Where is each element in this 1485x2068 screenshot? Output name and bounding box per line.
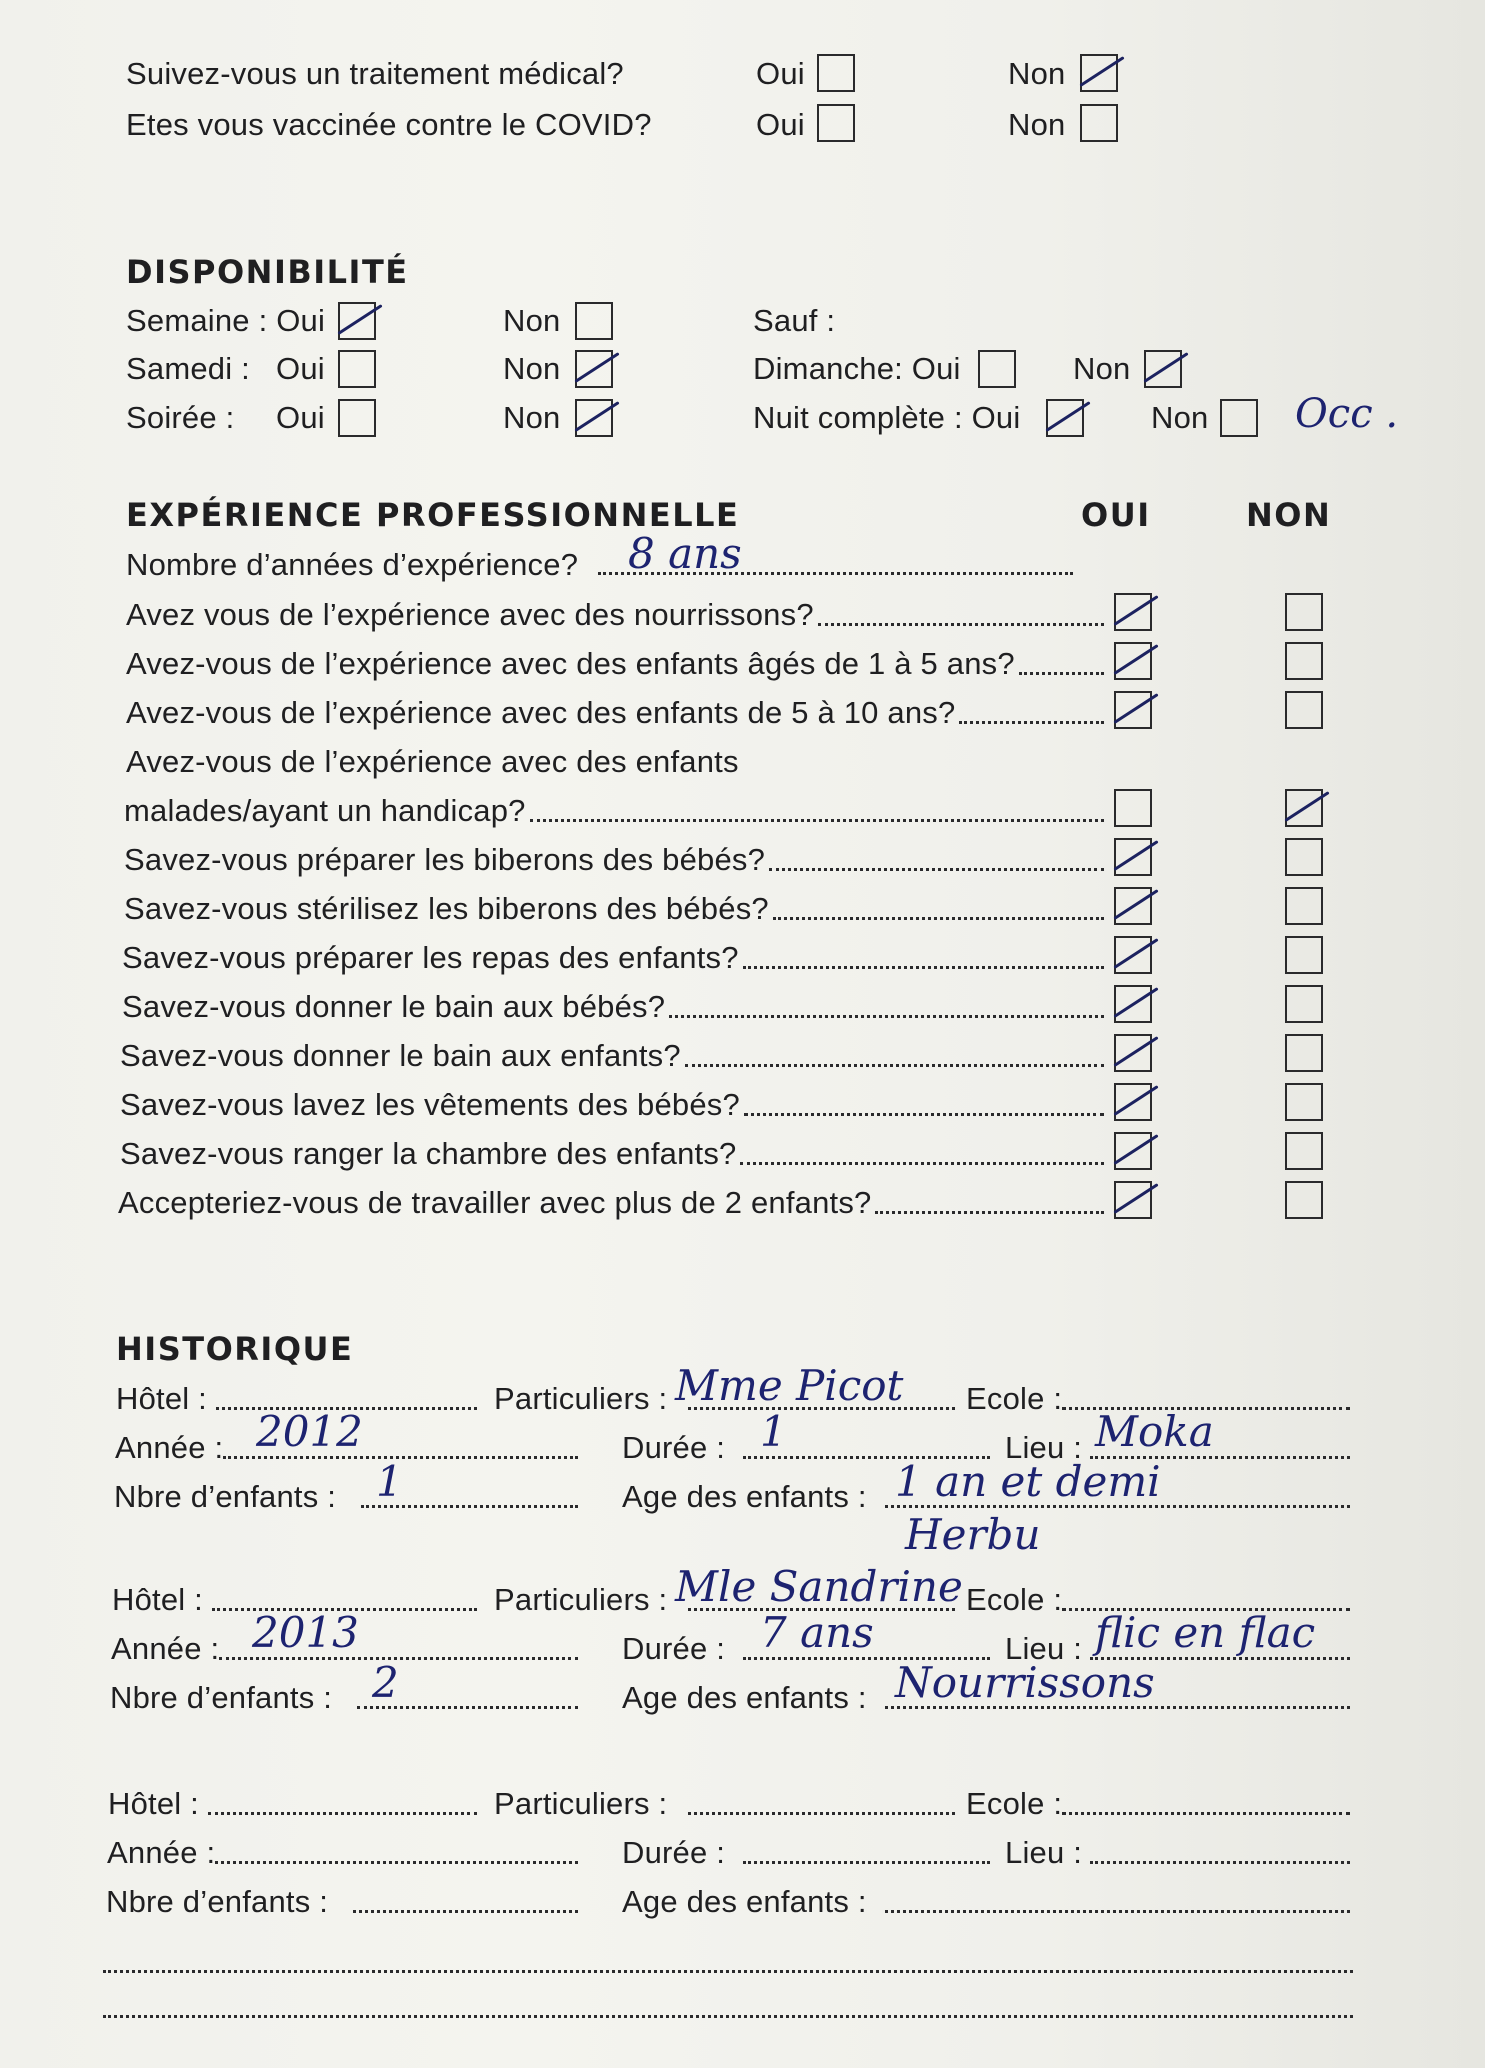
experience-non-checkbox[interactable] (1285, 1083, 1323, 1121)
historique-particuliers-field[interactable] (688, 1812, 955, 1815)
historique-particuliers-value: Mme Picot (675, 1361, 904, 1410)
experience-oui-checkbox[interactable] (1114, 1181, 1152, 1219)
dimanche-non-checkbox[interactable] (1144, 350, 1182, 388)
historique-nbre-label: Nbre d’enfants : (106, 1884, 329, 1919)
notes-line (103, 1970, 1353, 1973)
samedi-oui-checkbox[interactable] (338, 350, 376, 388)
nuit-oui-checkbox[interactable] (1046, 399, 1084, 437)
semaine-oui-checkbox[interactable] (338, 302, 376, 340)
experience-non-checkbox[interactable] (1285, 838, 1323, 876)
experience-question-label: Avez-vous de l’expérience avec des enfants âgés de 1 à 5 ans? (126, 646, 1015, 681)
section-title-historique: HISTORIQUE (116, 1330, 354, 1368)
covid-non-checkbox[interactable] (1080, 104, 1118, 142)
historique-lieu-value: flic en flac (1095, 1608, 1316, 1657)
experience-non-checkbox[interactable] (1285, 985, 1323, 1023)
historique-lieu-label: Lieu : (1005, 1835, 1083, 1870)
experience-oui-checkbox[interactable] (1114, 985, 1152, 1023)
samedi-label: Samedi : (126, 351, 250, 386)
historique-particuliers-label: Particuliers : (494, 1786, 668, 1821)
historique-age-value: Nourrissons (895, 1658, 1155, 1707)
historique-duree-value: 7 ans (760, 1608, 874, 1657)
soiree-oui-checkbox[interactable] (338, 399, 376, 437)
medical-question-treatment: Suivez-vous un traitement médical? (126, 56, 624, 91)
historique-annee-field[interactable] (215, 1861, 578, 1864)
dotted-leader (1019, 672, 1104, 675)
experience-oui-checkbox[interactable] (1114, 1083, 1152, 1121)
experience-oui-checkbox[interactable] (1114, 593, 1152, 631)
experience-question-label: Savez-vous stérilisez les biberons des bébés? (124, 891, 769, 926)
dotted-leader (875, 1211, 1104, 1214)
historique-age-field[interactable] (885, 1910, 1350, 1913)
historique-hotel-field[interactable] (208, 1812, 477, 1815)
historique-age-value: 1 an et demi (895, 1457, 1161, 1506)
dotted-leader (744, 1113, 1104, 1116)
medical-question-covid: Etes vous vaccinée contre le COVID? (126, 107, 652, 142)
non-label: Non (1008, 56, 1066, 91)
experience-non-checkbox[interactable] (1285, 1034, 1323, 1072)
non-label: Non (503, 400, 561, 435)
experience-question-label: Savez-vous préparer les biberons des bébés? (124, 842, 766, 877)
years-experience-label: Nombre d’années d’expérience? (126, 547, 579, 582)
historique-age-label: Age des enfants : (622, 1884, 867, 1919)
notes-line (103, 2015, 1353, 2018)
historique-ecole-label: Ecole : (966, 1381, 1063, 1416)
soiree-non-checkbox[interactable] (575, 399, 613, 437)
experience-oui-checkbox[interactable] (1114, 936, 1152, 974)
historique-lieu-label: Lieu : (1005, 1430, 1083, 1465)
historique-annee-label: Année : (111, 1631, 220, 1666)
experience-oui-checkbox[interactable] (1114, 887, 1152, 925)
oui-label: Oui (756, 56, 805, 91)
experience-question-label: Savez-vous donner le bain aux enfants? (120, 1038, 681, 1073)
historique-lieu-field[interactable] (1090, 1861, 1350, 1864)
historique-duree-field[interactable] (743, 1861, 990, 1864)
historique-age-label: Age des enfants : (622, 1680, 867, 1715)
historique-ecole-label: Ecole : (966, 1786, 1063, 1821)
non-label: Non (1008, 107, 1066, 142)
semaine-label: Semaine : Oui (126, 303, 326, 338)
historique-lieu-label: Lieu : (1005, 1631, 1083, 1666)
soiree-label: Soirée : (126, 400, 235, 435)
experience-non-checkbox[interactable] (1285, 593, 1323, 631)
non-label: Non (1151, 400, 1209, 435)
historique-particuliers-label: Particuliers : (494, 1381, 668, 1416)
col-header-non: NON (1246, 496, 1332, 534)
experience-oui-checkbox[interactable] (1114, 642, 1152, 680)
experience-non-checkbox[interactable] (1285, 1181, 1323, 1219)
historique-hotel-label: Hôtel : (108, 1786, 199, 1821)
samedi-non-checkbox[interactable] (575, 350, 613, 388)
semaine-non-checkbox[interactable] (575, 302, 613, 340)
experience-oui-checkbox[interactable] (1114, 838, 1152, 876)
experience-question-label: Avez vous de l’expérience avec des nourrissons? (126, 597, 814, 632)
historique-annee-label: Année : (115, 1430, 224, 1465)
historique-nbre-value: 1 (376, 1457, 403, 1506)
dotted-leader (669, 1015, 1104, 1018)
experience-oui-checkbox[interactable] (1114, 1034, 1152, 1072)
treatment-non-checkbox[interactable] (1080, 54, 1118, 92)
experience-question-label: Savez-vous préparer les repas des enfants? (122, 940, 739, 975)
section-title-experience: EXPÉRIENCE PROFESSIONNELLE (126, 496, 740, 534)
historique-duree-label: Durée : (622, 1430, 726, 1465)
non-label: Non (1073, 351, 1131, 386)
experience-question-label: Accepteriez-vous de travailler avec plus de 2 enfants? (118, 1185, 872, 1220)
historique-particuliers-label: Particuliers : (494, 1582, 668, 1617)
historique-annee-label: Année : (107, 1835, 216, 1870)
historique-annee-value: 2013 (252, 1608, 359, 1657)
historique-hotel-label: Hôtel : (112, 1582, 203, 1617)
historique-nbre-label: Nbre d’enfants : (110, 1680, 333, 1715)
historique-duree-label: Durée : (622, 1835, 726, 1870)
experience-oui-checkbox[interactable] (1114, 1132, 1152, 1170)
dotted-leader (740, 1162, 1104, 1165)
dotted-leader (769, 868, 1104, 871)
oui-label: Oui (276, 400, 325, 435)
historique-particuliers-extra-value: Herbu (905, 1510, 1041, 1559)
dotted-leader (818, 623, 1104, 626)
dotted-leader (959, 721, 1104, 724)
experience-non-checkbox[interactable] (1285, 789, 1323, 827)
col-header-oui: OUI (1081, 496, 1151, 534)
dotted-leader (773, 917, 1104, 920)
experience-question-label: Savez-vous ranger la chambre des enfants? (120, 1136, 737, 1171)
nuit-non-checkbox[interactable] (1220, 399, 1258, 437)
historique-particuliers-value: Mle Sandrine (675, 1562, 963, 1611)
non-label: Non (503, 303, 561, 338)
experience-question-label: malades/ayant un handicap? (124, 793, 526, 828)
historique-nbre-field[interactable] (353, 1910, 578, 1913)
experience-non-checkbox[interactable] (1285, 936, 1323, 974)
dimanche-oui-checkbox[interactable] (978, 350, 1016, 388)
historique-duree-value: 1 (760, 1407, 787, 1456)
oui-label: Oui (756, 107, 805, 142)
historique-annee-value: 2012 (256, 1407, 363, 1456)
sauf-label: Sauf : (753, 303, 836, 338)
dotted-leader (530, 819, 1104, 822)
historique-lieu-value: Moka (1095, 1407, 1214, 1456)
experience-non-checkbox[interactable] (1285, 642, 1323, 680)
dotted-leader (743, 966, 1104, 969)
historique-nbre-label: Nbre d’enfants : (114, 1479, 337, 1514)
occ-handwritten-note: Occ . (1295, 391, 1399, 437)
years-experience-value: 8 ans (628, 529, 742, 578)
dotted-leader (685, 1064, 1104, 1067)
oui-label: Oui (276, 351, 325, 386)
experience-question-label: Avez-vous de l’expérience avec des enfants de 5 à 10 ans? (126, 695, 956, 730)
historique-ecole-field[interactable] (1062, 1812, 1350, 1815)
experience-non-checkbox[interactable] (1285, 691, 1323, 729)
experience-oui-checkbox[interactable] (1114, 789, 1152, 827)
experience-non-checkbox[interactable] (1285, 1132, 1323, 1170)
historique-duree-label: Durée : (622, 1631, 726, 1666)
covid-oui-checkbox[interactable] (817, 104, 855, 142)
experience-question-label: Savez-vous lavez les vêtements des bébés? (120, 1087, 740, 1122)
experience-oui-checkbox[interactable] (1114, 691, 1152, 729)
non-label: Non (503, 351, 561, 386)
experience-non-checkbox[interactable] (1285, 887, 1323, 925)
historique-ecole-label: Ecole : (966, 1582, 1063, 1617)
treatment-oui-checkbox[interactable] (817, 54, 855, 92)
historique-age-label: Age des enfants : (622, 1479, 867, 1514)
nuit-complete-label: Nuit complète : Oui (753, 400, 1021, 435)
dimanche-label: Dimanche: Oui (753, 351, 961, 386)
experience-question-label: Avez-vous de l’expérience avec des enfants (126, 744, 739, 779)
section-title-disponibilite: DISPONIBILITÉ (126, 253, 409, 291)
experience-question-label: Savez-vous donner le bain aux bébés? (122, 989, 666, 1024)
historique-nbre-value: 2 (372, 1658, 399, 1707)
historique-hotel-label: Hôtel : (116, 1381, 207, 1416)
